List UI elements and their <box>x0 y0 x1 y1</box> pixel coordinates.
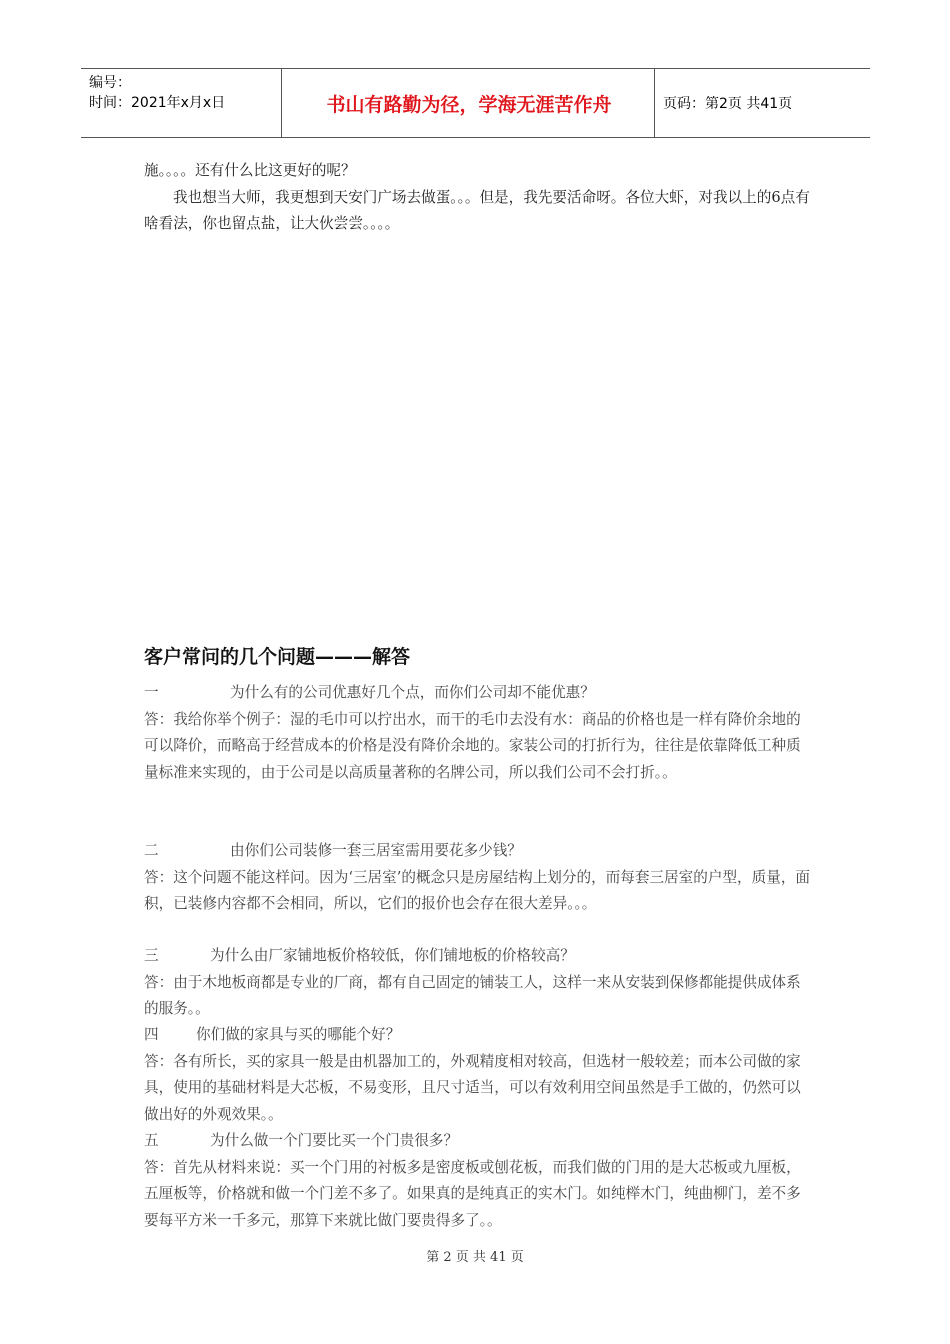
qa-item-5 <box>144 1128 812 1234</box>
qa-item-1 <box>144 680 812 786</box>
answer-text: 答：我给你举个例子：湿的毛巾可以拧出水，而干的毛巾去没有水：商品的价格也是一样有降价余地的可以降价，而略高于经营成本的价格是没有降价余地的。家装公司的打折行为，往往是依靠降低工种质量标准来实现的，由于公司是以高质量著称的名牌公司，所以我们公司不会打折。。 <box>144 710 801 781</box>
header-meta <box>89 73 225 113</box>
section-title: 客户常问的几个问题———解答 <box>144 646 411 668</box>
answer-text: 答：这个问题不能这样问。因为‘三居室’的概念只是房屋结构上划分的，而每套三居室的户型，质量，面积，已装修内容都不会相同，所以，它们的报价也会存在很大差异。。。 <box>144 868 811 912</box>
question-line <box>144 1022 812 1049</box>
question-number: 四 <box>144 1026 159 1043</box>
question-text: 你们做的家具与买的哪能个好？ <box>196 1026 401 1043</box>
question-text: 为什么由厂家铺地板价格较低，你们铺地板的价格较高？ <box>210 947 575 964</box>
answer-text: 答：首先从材料来说：买一个门用的衬板多是密度板或刨花板，而我们做的门用的是大芯板或九厘板，五厘板等，价格就和做一个门差不多了。如果真的是纯真正的实木门。如纯榉木门，纯曲柳门，差不多要每平方米一千多元，那算下来就比做门要贵得多了。。 <box>144 1158 801 1229</box>
header-divider <box>654 69 655 137</box>
question-number: 三 <box>144 947 159 964</box>
question-line <box>144 680 812 707</box>
document-header <box>81 68 870 138</box>
intro-paragraph: 我也想当大师，我更想到天安门广场去做蛋。。。但是，我先要活命呀。各位大虾，对我以上的6点有啥看法，你也留点盐，让大伙尝尝。。。。 <box>144 188 810 232</box>
serial-label: 编号： <box>89 75 131 91</box>
question-number: 五 <box>144 1132 159 1149</box>
question-line <box>144 1128 812 1155</box>
question-text: 为什么有的公司优惠好几个点，而你们公司却不能优惠？ <box>230 684 595 701</box>
question-text: 由你们公司装修一套三居室需用要花多少钱？ <box>230 842 522 859</box>
question-number: 二 <box>144 842 159 859</box>
time-label: 时间：2021年x月x日 <box>89 95 226 111</box>
intro-text <box>144 158 810 238</box>
question-text: 为什么做一个门要比买一个门贵很多？ <box>210 1132 459 1149</box>
header-motto: 书山有路勤为径，学海无涯苦作舟 <box>326 94 612 116</box>
answer-text: 答：各有所长，买的家具一般是由机器加工的，外观精度相对较高，但选材一般较差；而本公司做的家具，使用的基础材料是大芯板，不易变形，且尺寸适当，可以有效利用空间虽然是手工做的，仍然可以做出好的外观效果。。 <box>144 1052 801 1123</box>
question-line <box>144 943 812 970</box>
qa-item-2 <box>144 838 812 918</box>
header-page-info: 页码：第2页 共41页 <box>663 96 793 112</box>
answer-text: 答：由于木地板商都是专业的厂商，都有自己固定的铺装工人，这样一来从安装到保修都能提供成体系的服务。。 <box>144 973 801 1017</box>
page-footer: 第 2 页 共 41 页 <box>426 1250 524 1265</box>
intro-line: 施。。。。还有什么比这更好的呢？ <box>144 162 356 179</box>
question-number: 一 <box>144 684 159 701</box>
qa-item-3 <box>144 943 812 1023</box>
qa-item-4 <box>144 1022 812 1128</box>
question-line <box>144 838 812 865</box>
header-divider <box>281 69 282 137</box>
